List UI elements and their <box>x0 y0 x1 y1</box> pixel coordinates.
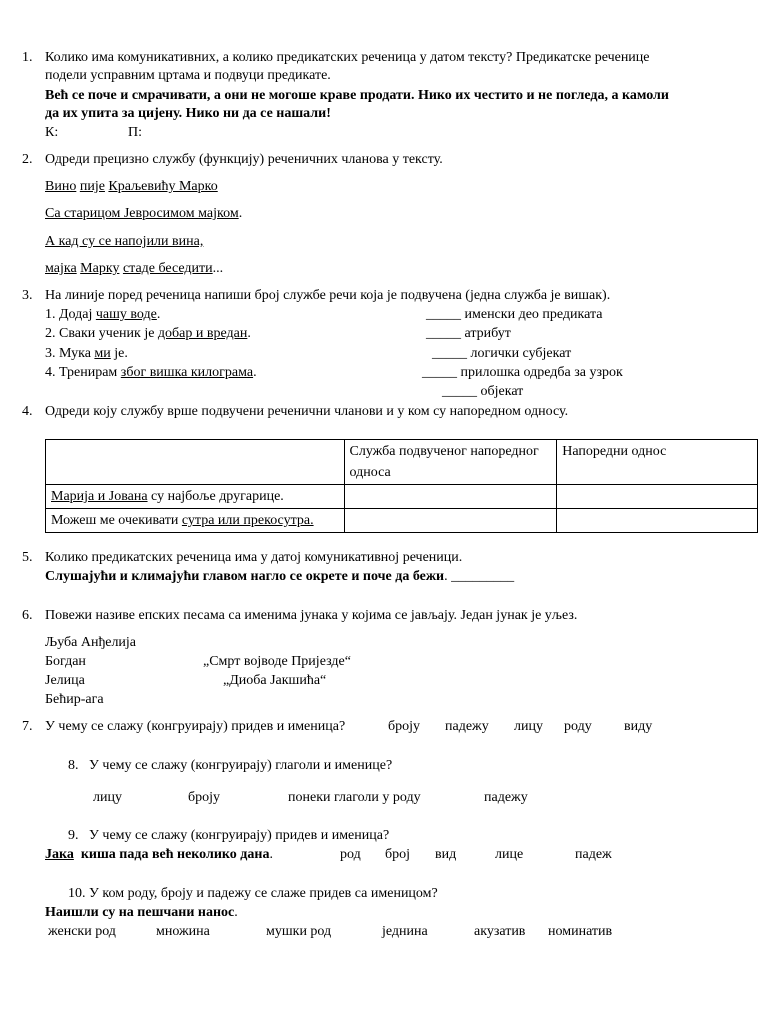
q1-bold-line2: да их упита за цијену. Нико ни да се нашали! <box>45 106 331 121</box>
q8-option[interactable]: броју <box>188 790 221 805</box>
q7-option[interactable]: лицу <box>514 719 543 734</box>
q2-word: стаде беседити <box>122 261 213 276</box>
q3-text: На линије поред реченица напиши број службе речи која је подвучена (једна служба је вишак). <box>45 288 611 303</box>
q1-p-label: П: <box>128 125 142 140</box>
q10-sentence <box>45 904 238 922</box>
q9-option[interactable]: лице <box>495 847 524 862</box>
q7-option[interactable]: виду <box>624 719 653 734</box>
q9-option[interactable]: падеж <box>575 847 612 862</box>
q3-option-label: објекат <box>477 384 524 399</box>
q3-sentence-1 <box>45 306 160 324</box>
q3-option-label: атрибут <box>461 326 511 341</box>
q2-poem-line1 <box>45 178 218 196</box>
q5-bold: Слушајући и климајући главом нагло се окрете и поче да бежи <box>45 569 445 584</box>
q1-text-line1: Колико има комуникативних, а колико предикатских реченица у датом тексту? Предикатске реченице <box>45 50 650 65</box>
table-answer-cell[interactable] <box>344 509 557 533</box>
q3-sentence-4 <box>45 364 257 382</box>
q3-option-1 <box>426 306 602 324</box>
q6-hero: Бећир-ага <box>45 692 104 707</box>
table-text: су најбоље другарице. <box>147 489 284 504</box>
q10-option[interactable]: номинатив <box>548 924 613 939</box>
q3-blank[interactable]: _____ <box>426 326 461 341</box>
q9-text: 9. У чему се слажу (конгруирају) придев и именица? <box>68 828 390 843</box>
q9-bold-underlined: Јака <box>45 847 74 862</box>
q8-option[interactable]: падежу <box>484 790 528 805</box>
q1-k-label: К: <box>45 125 59 140</box>
table-cell-empty <box>46 440 345 485</box>
table-answer-cell[interactable] <box>344 485 557 509</box>
table-header-service: Служба подвученог напоредног односа <box>344 440 557 485</box>
q3-s-text: . <box>247 326 251 341</box>
q6-hero: Љуба Анђелија <box>45 635 137 650</box>
q5-number: 5. <box>22 550 33 565</box>
q9-option[interactable]: род <box>340 847 361 862</box>
table-row <box>46 509 758 533</box>
q3-option-4 <box>422 364 623 382</box>
q6-song: „Смрт војводе Пријезде“ <box>203 654 351 669</box>
q5-sentence <box>45 568 514 586</box>
q10-option[interactable]: једнина <box>382 924 428 939</box>
q3-s-underlined: чашу воде <box>95 307 157 322</box>
q3-s-underlined: ми <box>94 346 111 361</box>
q3-option-5 <box>442 383 523 401</box>
q3-s-text: 2. Сваки ученик је <box>45 326 158 341</box>
table-answer-cell[interactable] <box>557 509 758 533</box>
q3-s-underlined: добар и вредан <box>157 326 248 341</box>
q1-bold-line1: Већ се поче и смрачивати, а они не могоше краве продати. Нико их честито и не погледа, а камоли <box>45 88 669 103</box>
q2-word: Са старицом Јевросимом мајком <box>45 206 239 221</box>
q7-number: 7. <box>22 719 33 734</box>
q3-s-text: је. <box>110 346 128 361</box>
q6-hero: Богдан <box>45 654 86 669</box>
q4-number: 4. <box>22 404 33 419</box>
q3-blank[interactable]: _____ <box>426 307 461 322</box>
table-header-row <box>46 440 758 485</box>
q9-dot: . <box>269 847 273 862</box>
q10-option[interactable]: мушки род <box>266 924 332 939</box>
q10-option[interactable]: множина <box>156 924 210 939</box>
q3-s-text: 4. Тренирам <box>45 365 121 380</box>
q3-blank[interactable]: _____ <box>442 384 477 399</box>
table-answer-cell[interactable] <box>557 485 758 509</box>
q2-text: Одреди прецизно службу (функцију) реченичних чланова у тексту. <box>45 152 443 167</box>
q2-number: 2. <box>22 152 33 167</box>
q5-text: Колико предикатских реченица има у датој комуникативној реченици. <box>45 550 463 565</box>
q7-option[interactable]: падежу <box>445 719 489 734</box>
q9-option[interactable]: вид <box>435 847 457 862</box>
q2-poem-line2 <box>45 205 242 223</box>
q2-word: Вино <box>45 179 77 194</box>
q8-option[interactable]: понеки глаголи у роду <box>288 790 421 805</box>
q6-text: Повежи називе епских песама са именима јунака у којима се јављају. Један јунак је уљез. <box>45 608 578 623</box>
q3-s-text: . <box>253 365 257 380</box>
table-sentence-cell <box>46 485 345 509</box>
q8-text: 8. У чему се слажу (конгруирају) глаголи и именице? <box>68 758 393 773</box>
q10-text: 10. У ком роду, броју и падежу се слаже придев са именицом? <box>68 886 438 901</box>
table-sentence-cell <box>46 509 345 533</box>
q5-answer-blank[interactable]: . _________ <box>444 569 515 584</box>
q3-sentence-2 <box>45 325 251 343</box>
q3-option-label: логички субјекат <box>467 346 572 361</box>
q1-text-line2: подели усправним цртама и подвуци предикате. <box>45 68 331 83</box>
q3-s-text: . <box>156 307 161 322</box>
q10-bold: Наишли су на пешчани нанос <box>45 905 235 920</box>
q3-sentence-3 <box>45 345 128 363</box>
table-underlined: сутра или прекосутра. <box>181 513 314 528</box>
q10-option[interactable]: акузатив <box>474 924 526 939</box>
q2-word: Марку <box>80 261 120 276</box>
q3-option-2 <box>426 325 511 343</box>
q2-poem-line4 <box>45 260 223 278</box>
q1-number: 1. <box>22 50 33 65</box>
table-text: Можеш ме очекивати <box>51 513 182 528</box>
q6-hero: Јелица <box>45 673 85 688</box>
q2-poem-line3: А кад су се напојили вина, <box>45 234 204 249</box>
q10-option[interactable]: женски род <box>48 924 116 939</box>
q3-option-label: прилошка одредба за узрок <box>457 365 623 380</box>
q7-text: У чему се слажу (конгруирају) придев и именица? <box>45 719 346 734</box>
q2-word: Краљевићу Марко <box>108 179 218 194</box>
q9-sentence <box>45 846 273 864</box>
q3-option-label: именски део предиката <box>461 307 603 322</box>
q6-number: 6. <box>22 608 33 623</box>
q9-option[interactable]: број <box>385 847 411 862</box>
table-underlined: Марија и Јована <box>51 489 148 504</box>
q3-s-text: 3. Мука <box>45 346 95 361</box>
table-row <box>46 485 758 509</box>
q8-option[interactable]: лицу <box>93 790 122 805</box>
q2-punct: ... <box>212 261 224 276</box>
q7-option[interactable]: броју <box>388 719 421 734</box>
q3-number: 3. <box>22 288 33 303</box>
q10-dot: . <box>234 905 238 920</box>
q4-table <box>45 439 758 533</box>
q2-word: пије <box>79 179 105 194</box>
q3-option-3 <box>432 345 571 363</box>
table-header-relation: Напоредни однос <box>557 440 758 485</box>
q3-blank[interactable]: _____ <box>432 346 467 361</box>
q7-option[interactable]: роду <box>564 719 592 734</box>
q6-song: „Диоба Јакшића“ <box>223 673 327 688</box>
q4-text: Одреди коју службу врше подвучени реченични чланови и у ком су напоредном односу. <box>45 404 569 419</box>
q3-s-underlined: због вишка килограма <box>120 365 254 380</box>
q2-punct: . <box>238 206 243 221</box>
q3-blank[interactable]: _____ <box>422 365 457 380</box>
q3-s-text: 1. Додај <box>45 307 96 322</box>
q9-bold: киша пада већ неколико дана <box>73 847 270 862</box>
q2-word: мајка <box>45 261 77 276</box>
